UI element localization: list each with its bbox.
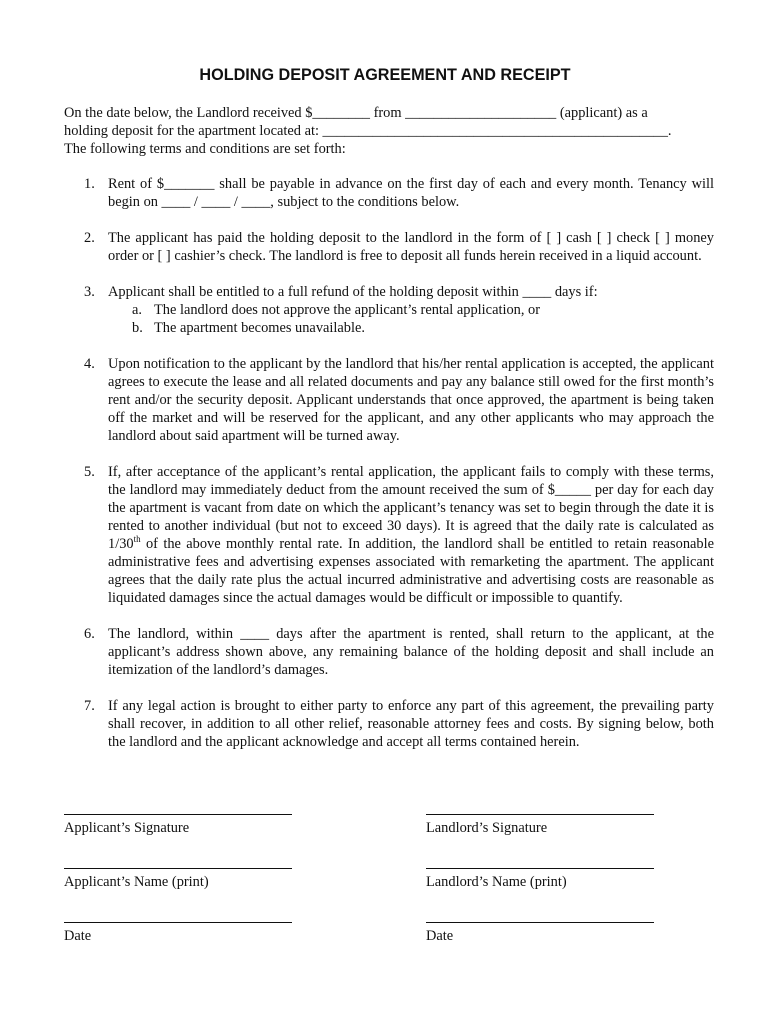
term-number: 4. [84,356,95,372]
subitem-a [108,301,714,319]
term-item-6 [64,625,714,679]
term-number: 5. [84,464,95,480]
landlord-signature-block[interactable] [426,814,654,837]
term-3-subitems [108,301,714,337]
term-number: 7. [84,698,95,714]
ordinal-superscript: th [133,534,141,545]
term-text [108,463,714,607]
term-text: The landlord, within ____ days after the apartment is rented, shall return to the applicant, at the applicant’s address shown above, any remaining balance of the holding deposit and shall include an itemization of the landlord’s damages. [108,626,714,678]
name-line[interactable] [426,868,654,869]
term-text: The applicant has paid the holding deposit to the landlord in the form of [ ] cash [ ] check [ ] money order or [ ] cashier’s check. The landlord is free to deposit all funds herein received in a liquid account. [108,230,714,264]
subitem-b [108,319,714,337]
date-line[interactable] [64,922,292,923]
applicant-name-block[interactable] [64,868,292,891]
subitem-letter: b. [132,320,143,336]
intro-line: holding deposit for the apartment located at: ________________________________________________. [64,123,672,139]
landlord-name-label: Landlord’s Name (print) [426,874,567,890]
date-line[interactable] [426,922,654,923]
landlord-date-block[interactable] [426,922,654,945]
landlord-signature-label: Landlord’s Signature [426,820,548,836]
terms-list [64,175,714,769]
term-text: Upon notification to the applicant by the landlord that his/her rental application is accepted, the applicant agrees to execute the lease and all related documents and pay any balance still owed for the first month’s rent and/or the security deposit. Applicant understands that once approved, the apartment is being taken off the market and will be reserved for the applicant, and any other applicants who may approach the landlord about said apartment will be turned away. [108,356,714,444]
subitem-text: The landlord does not approve the applicant’s rental application, or [154,302,541,318]
term-text-part: If, after acceptance of the applicant’s rental application, the applicant fails to comply with these terms, the landlord may immediately deduct from the amount received the sum of $_____ per day for each day the apartment is vacant from date on which the applicant’s tenancy was set to begin through the date it is rented to another individual (but not to exceed 30 days). It is agreed that the daily rate is calculated as 1/30 [108,464,714,552]
term-text: Applicant shall be entitled to a full refund of the holding deposit within ____ days if: [108,284,598,300]
intro-paragraph [64,104,714,158]
landlord-date-label: Date [426,928,454,944]
applicant-date-block[interactable] [64,922,292,945]
applicant-signature-label: Applicant’s Signature [64,820,190,836]
term-item-3 [64,283,714,337]
term-text-part: of the above monthly rental rate. In addition, the landlord shall be entitled to retain reasonable administrative fees and advertising expenses associated with remarketing the apartment. The applicant agrees that the daily rate plus the actual incurred administrative and advertising costs are reasonable as liquidated damages since the actual damages would be difficult or impossible to quantify. [108,536,714,606]
term-item-5 [64,463,714,607]
term-item-7 [64,697,714,751]
applicant-name-label: Applicant’s Name (print) [64,874,209,890]
term-number: 6. [84,626,95,642]
term-number: 1. [84,176,95,192]
term-item-4 [64,355,714,445]
intro-line: On the date below, the Landlord received $________ from _____________________ (applicant) as a [64,105,648,121]
subitem-letter: a. [132,302,142,318]
signature-line[interactable] [64,814,292,815]
intro-line: The following terms and conditions are set forth: [64,141,346,157]
term-text: Rent of $_______ shall be payable in advance on the first day of each and every month. Tenancy will begin on ____ / ____ / ____, subject to the conditions below. [108,176,714,210]
term-text: If any legal action is brought to either party to enforce any part of this agreement, the prevailing party shall recover, in addition to all other relief, reasonable attorney fees and costs. By signing below, both the landlord and the applicant acknowledge and accept all terms contained herein. [108,698,714,750]
document-title: HOLDING DEPOSIT AGREEMENT AND RECEIPT [199,66,571,84]
term-item-2 [64,229,714,265]
subitem-text: The apartment becomes unavailable. [154,320,365,336]
applicant-signature-block[interactable] [64,814,292,837]
signature-line[interactable] [426,814,654,815]
term-item-1 [64,175,714,211]
term-number: 2. [84,230,95,246]
landlord-name-block[interactable] [426,868,654,891]
applicant-date-label: Date [64,928,92,944]
name-line[interactable] [64,868,292,869]
term-number: 3. [84,284,95,300]
